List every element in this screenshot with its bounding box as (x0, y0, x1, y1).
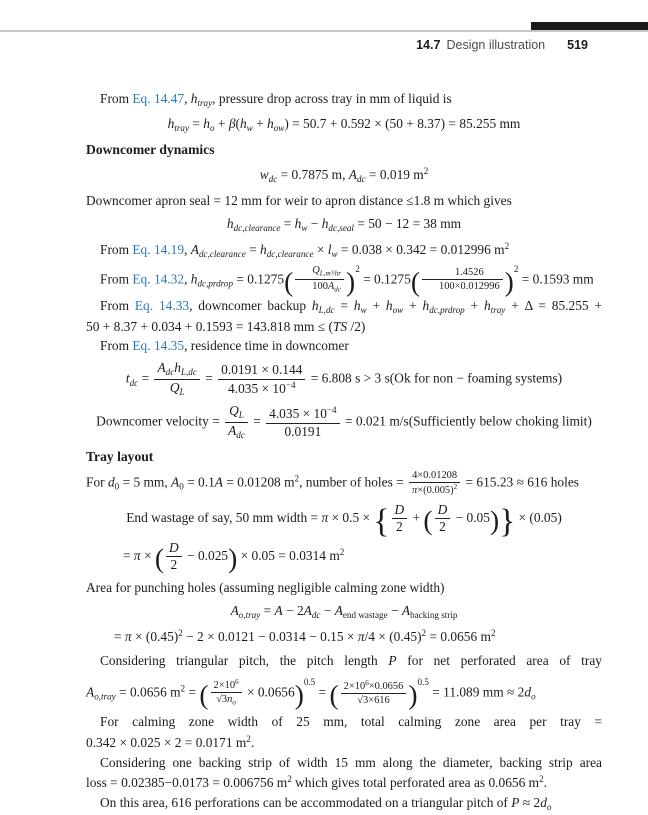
equation-aotray: $A_{o,tray} = A - 2A_{dc} - A_{end wastage} - A_{backing strip}$ (230, 603, 458, 621)
equation-clearance: $h_{dc,clearance} = h_w - h_{dc,seal} = 50 - 12 = 38$ mm (226, 216, 462, 234)
equation-residence-time: $t_{dc}$ = $\frac{A_{dc}h_{L,dc}}{Q_L}$ = $\frac{0.0191 \times 0.144}{4.035 \times 10^{-4}}$ = 6.808 s > 3 s(Ok for non − foaming systems) (125, 360, 563, 398)
heading-downcomer-dynamics: Downcomer dynamics (86, 142, 215, 158)
paragraph-backing-line1: Considering one backing strip of width 15 mm along the diameter, backing strip area (100, 754, 602, 770)
paragraph-punching-area: Area for punching holes (assuming negligible calming zone width) (86, 579, 445, 595)
section-title: Design illustration (446, 38, 546, 52)
section-number: 14.7 (416, 38, 441, 52)
paragraph-backing-line2: loss = 0.02385−0.0173 = 0.006756 $m^2$ which gives total perforated area as 0.0656 $m^2$. (86, 774, 547, 791)
equation-aotray-result: = $\pi \times (0.45)^2 - 2 \times 0.0121 - 0.0314 - 0.15 \times \pi/4 \times (0.45)^2 = 0.0656$ $m^2$ (114, 628, 496, 645)
running-header (416, 37, 588, 54)
fraction: $\frac{2\times 10^6\times 0.0656}{√3\times 616}$ (341, 680, 407, 706)
paragraph-eq-14-33-line2: 50 + 8.37 + 0.034 + 0.1593 = 143.818 mm ≤ (TS /2) (86, 318, 366, 334)
paragraph-pitch: Considering triangular pitch, the pitch length P for net perforated area of tray (100, 653, 602, 669)
paragraph-calming-line2: 0.342 × 0.025 × 2 = 0.0171 $m^2$. (86, 733, 255, 750)
paragraph-eq-14-35: From Eq. 14.35, residence time in downcomer (100, 338, 349, 354)
eq-ref-link[interactable]: Eq. 14.19 (132, 242, 185, 258)
fraction: $\frac{4.035 \times 10^{-4}}{0.0191}$ (266, 406, 339, 439)
fraction: $\frac{D}{2}$ (166, 541, 182, 573)
paragraph-hole-count: For $d_0 = 5$ mm, $A_0 = 0.1A = 0.01208$ $m^2$, number of holes = $\frac{4\times 0.01208}{\pi\times(0.005)^2}$ = 615.23 ≈ 616 holes (86, 470, 579, 497)
header-rule (0, 30, 648, 32)
eq-ref-link[interactable]: Eq. 14.47 (132, 91, 185, 106)
equation-pitch-length: $A_{o,tray} = 0.0656$ $m^2$ = ( $\frac{2\times 10^6}{√3n_o}$ × 0.0656)$^{0.5}$ = ( $\frac{2\times 10^6\times 0.0656}{√3\times 616}$ )$^{0.5}$ = 11.089 mm ≈ $2d_o$ (86, 676, 536, 710)
fraction: $\frac{Q_L}{A_{dc}}$ (225, 404, 248, 441)
fraction: $\frac{0.0191 \times 0.144}{4.035 \times 10^{-4}}$ (218, 363, 305, 396)
eq-ref-link[interactable]: Eq. 14.33 (134, 297, 190, 313)
fraction: $\frac{Q_{L,m^3/hr}}{100A_{dc}}$ (295, 265, 344, 294)
fraction: $\frac{4\times 0.01208}{\pi\times(0.005)^2}$ (409, 470, 460, 496)
paragraph-calming-line1: For calming zone width of 25 mm, total calming zone area per tray = (100, 714, 602, 730)
equation-downcomer-velocity: Downcomer velocity = $\frac{Q_L}{A_{dc}}$ = $\frac{4.035 \times 10^{-4}}{0.0191}$ = 0.021 m/s(Sufficiently below choking limit) (96, 403, 592, 441)
paragraph-eq-14-33-line1: From Eq. 14.33, downcomer backup $h_{L,dc} = h_w + h_{ow} + h_{dc,prdrop} + h_{tray} + \Delta = 85.255$ + (100, 297, 602, 315)
page-body (86, 88, 602, 815)
heading-tray-layout: Tray layout (86, 449, 154, 465)
paragraph-eq-14-19: From Eq. 14.19, $A_{dc,clearance} = h_{dc,clearance} \times l_w = 0.038 \times 0.342 = 0.012996$ $m^2$ (100, 241, 510, 260)
fraction: $\frac{D}{2}$ (392, 503, 408, 535)
equation-end-wastage-result: = π × ( $\frac{D}{2}$ − 0.025) × 0.05 = 0.0314 $m^2$ (123, 539, 345, 574)
equation-htray: $h_{tray} = h_o + \beta(h_w + h_{ow}) = 50.7 + 0.592 \times (50 + 8.37) = 85.255$ mm (167, 116, 521, 134)
equation-wdc-adc: $w_{dc} = 0.7875$ m, $A_{dc} = 0.019$ $m^2$ (259, 166, 429, 185)
paragraph-eq-14-32: From Eq. 14.32, $h_{dc,prdrop} = 0.1275$( $\frac{Q_{L,m^3/hr}}{100A_{dc}}$ )$^2$ = 0.1275( $\frac{1.4526}{100\times 0.012996}$ )$^2$ = 0.1593 mm (100, 263, 594, 297)
page-number: 519 (567, 38, 588, 52)
eq-ref-link[interactable]: Eq. 14.32 (132, 271, 185, 287)
fraction: $\frac{A_{dc}h_{L,dc}}{Q_L}$ (154, 361, 199, 398)
eq-ref-link[interactable]: Eq. 14.35 (132, 338, 185, 354)
paragraph-intro: From Eq. 14.47, $h_{tray}$, pressure drop across tray in mm of liquid is (100, 91, 452, 109)
fraction: $\frac{1.4526}{100\times 0.012996}$ (422, 267, 503, 293)
paragraph-apron-seal: Downcomer apron seal = 12 mm for weir to apron distance ≤1.8 m which gives (86, 192, 512, 208)
equation-end-wastage: End wastage of say, 50 mm width = π × 0.5 × { $\frac{D}{2}$ + ( $\frac{D}{2}$ − 0.05)} × (0.05) (126, 501, 562, 540)
fraction: $\frac{D}{2}$ (435, 503, 451, 535)
fraction: $\frac{2\times 10^6}{√3n_o}$ (211, 679, 242, 707)
paragraph-conclusion: On this area, 616 perforations can be accommodated on a triangular pitch of $P \approx 2d_o$ (100, 795, 552, 813)
